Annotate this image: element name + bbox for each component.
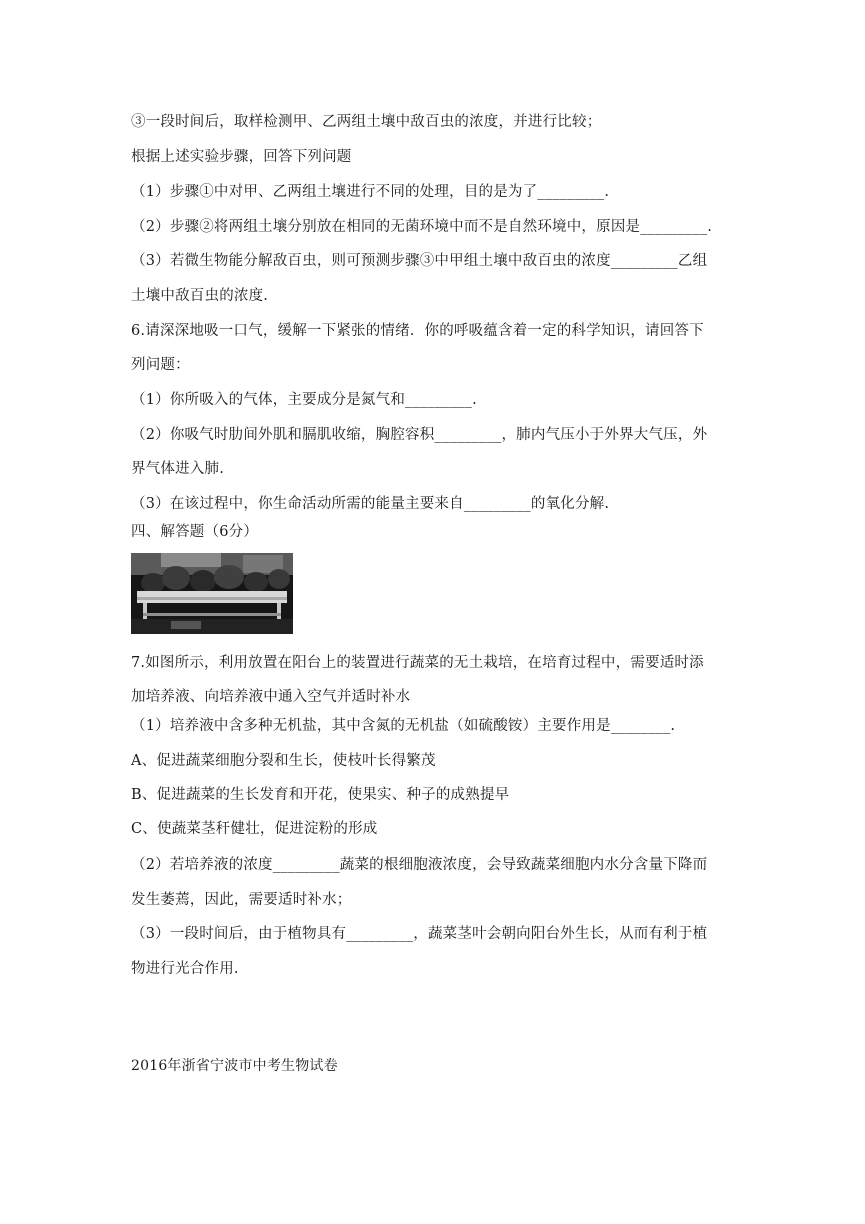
question-7-part-3: （3）一段时间后，由于植物具有_________，蔬菜茎叶会朝向阳台外生长，从而有利于植 <box>131 926 708 942</box>
text-line-1: ③一段时间后，取样检测甲、乙两组土壤中敌百虫的浓度，并进行比较； <box>131 114 602 130</box>
page-footer-title: 2016年浙省宁波市中考生物试卷 <box>131 1058 338 1074</box>
question-6-stem: 6.请深深地吸一口气，缓解一下紧张的情绪．你的呼吸蕴含着一定的科学知识，请回答下 <box>131 323 704 339</box>
option-b: B、促进蔬菜的生长发育和开花，使果实、种子的成熟提早 <box>131 787 510 803</box>
question-7-part-2: （2）若培养液的浓度_________蔬菜的根细胞液浓度，会导致蔬菜细胞内水分含量下降而 <box>131 857 708 873</box>
option-a: A、促进蔬菜细胞分裂和生长，使枝叶长得繁茂 <box>131 753 436 769</box>
question-6-part-3: （3）在该过程中，你生命活动所需的能量主要来自_________的氧化分解. <box>131 496 610 512</box>
question-7-part-2-cont: 发生萎蔫，因此，需要适时补水； <box>131 892 352 908</box>
question-7-stem: 7.如图所示，利用放置在阳台上的装置进行蔬菜的无土栽培，在培育过程中，需要适时添 <box>131 655 704 671</box>
question-6-part-2-cont: 界气体进入肺. <box>131 461 225 477</box>
question-7-stem-cont: 加培养液、向培养液中通入空气并适时补水 <box>131 689 411 705</box>
question-5-part-3-cont: 土壤中敌百虫的浓度. <box>131 288 269 304</box>
section-heading: 四、解答题（6分） <box>131 524 259 540</box>
text-line-2: 根据上述实验步骤，回答下列问题 <box>131 149 352 165</box>
question-6-stem-cont: 列问题： <box>131 357 190 373</box>
question-7-part-1: （1）培养液中含多种无机盐，其中含氮的无机盐（如硫酸铵）主要作用是________. <box>131 718 676 734</box>
question-5-part-2: （2）步骤②将两组土壤分别放在相同的无菌环境中而不是自然环境中，原因是_________. <box>131 219 713 235</box>
question-7-part-3-cont: 物进行光合作用. <box>131 961 239 977</box>
question-6-part-2: （2）你吸气时肋间外肌和膈肌收缩，胸腔容积_________，肺内气压小于外界大气压，外 <box>131 427 708 443</box>
question-5-part-3: （3）若微生物能分解敌百虫，则可预测步骤③中甲组土壤中敌百虫的浓度_________乙组 <box>131 253 708 269</box>
question-6-part-1: （1）你所吸入的气体，主要成分是氮气和_________. <box>131 392 477 408</box>
question-5-part-1: （1）步骤①中对甲、乙两组土壤进行不同的处理，目的是为了_________. <box>131 184 610 200</box>
option-c: C、使蔬菜茎秆健壮，促进淀粉的形成 <box>131 821 378 837</box>
plant-image-icon <box>131 553 293 634</box>
hydroponic-balcony-photo <box>131 553 293 634</box>
